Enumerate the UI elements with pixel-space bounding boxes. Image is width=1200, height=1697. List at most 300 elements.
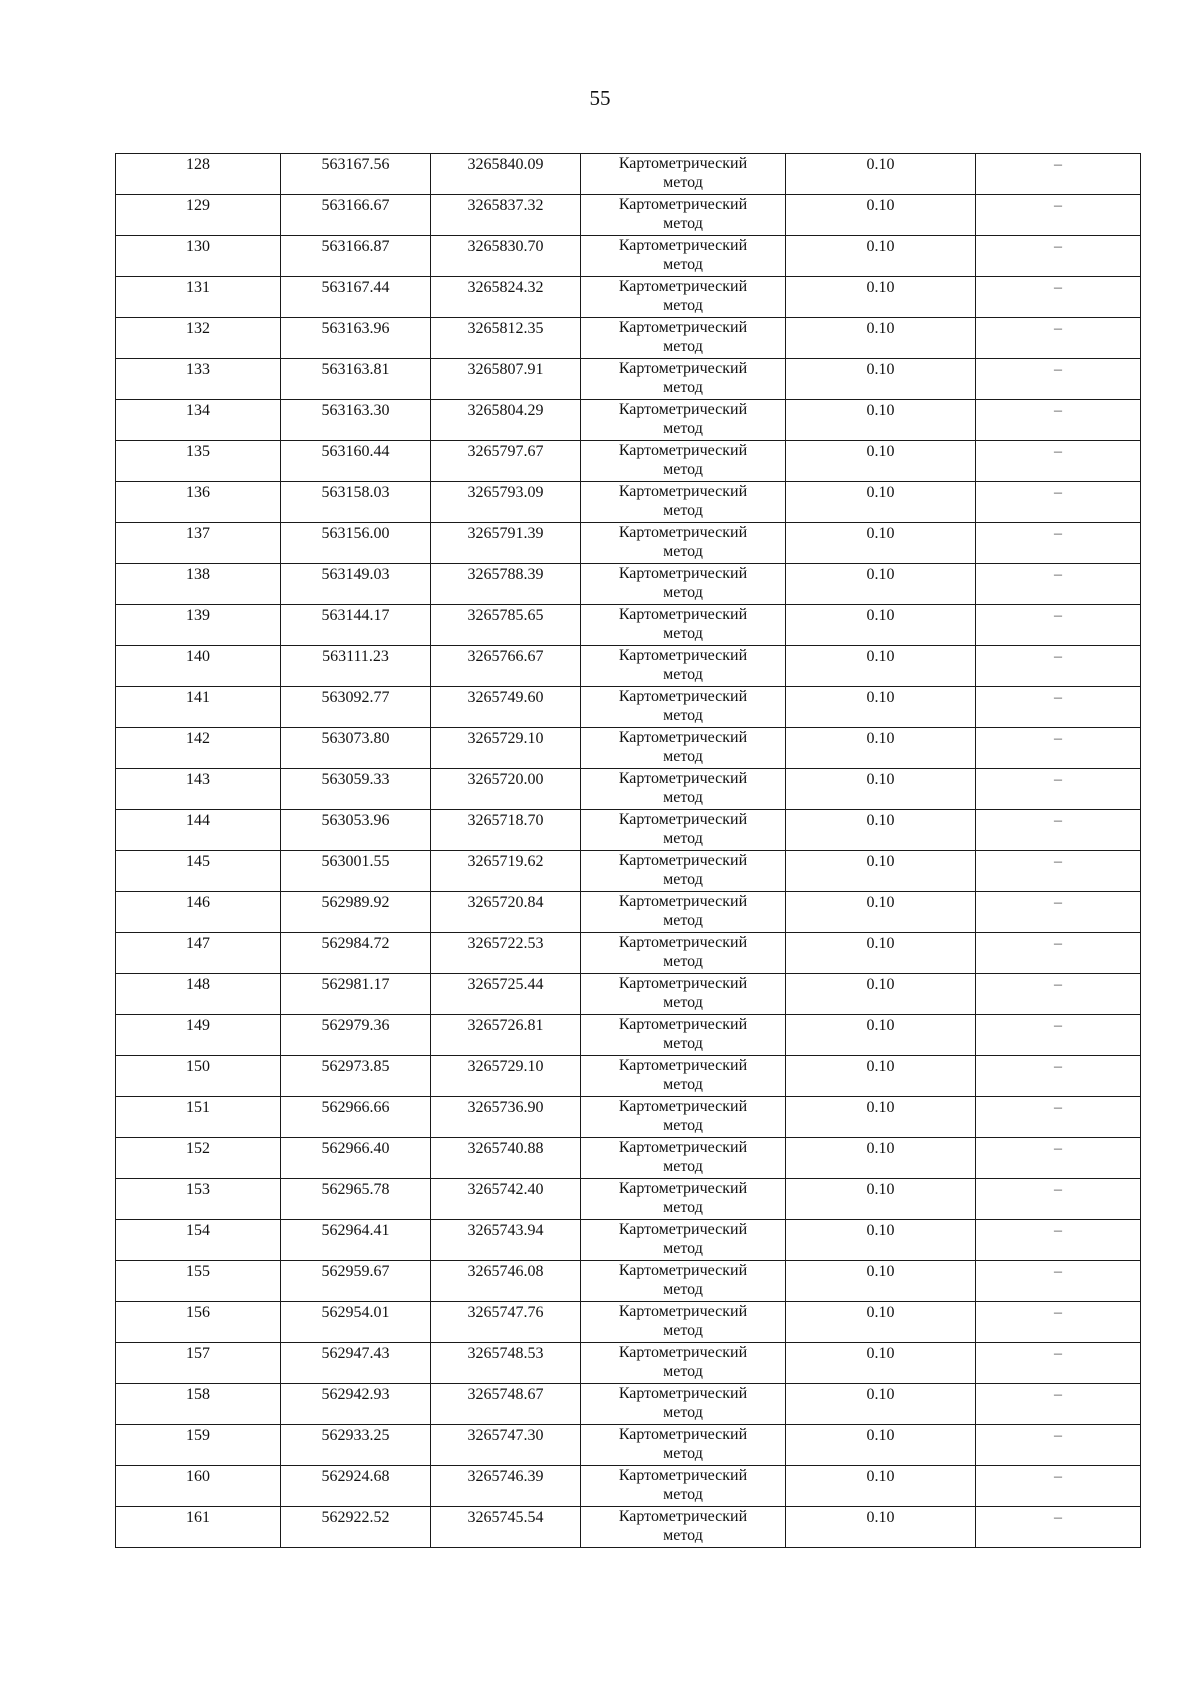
x-coordinate-cell: 563166.87 [281, 236, 431, 277]
method-line-1: Картометрический [618, 688, 748, 705]
y-coordinate-cell: 3265788.39 [431, 564, 581, 605]
x-coordinate-cell: 563053.96 [281, 810, 431, 851]
x-coordinate-cell: 563073.80 [281, 728, 431, 769]
table-row [116, 359, 1141, 400]
table-row [116, 1220, 1141, 1261]
method-line-1: Картометрический [618, 1098, 748, 1115]
accuracy-cell: 0.10 [786, 1015, 976, 1056]
method-line-2: метод [663, 1076, 703, 1093]
method-line-1: Картометрический [618, 1385, 748, 1402]
point-number-cell: 159 [116, 1425, 281, 1466]
method-line-1: Картометрический [618, 606, 748, 623]
method-cell [581, 236, 786, 277]
y-coordinate-cell: 3265722.53 [431, 933, 581, 974]
note-cell: – [976, 646, 1141, 687]
point-number-cell: 135 [116, 441, 281, 482]
method-line-2: метод [663, 748, 703, 765]
method-line-2: метод [663, 1158, 703, 1175]
x-coordinate-cell: 563167.56 [281, 154, 431, 195]
accuracy-cell: 0.10 [786, 482, 976, 523]
accuracy-cell: 0.10 [786, 441, 976, 482]
note-cell: – [976, 277, 1141, 318]
table-row [116, 974, 1141, 1015]
accuracy-cell: 0.10 [786, 1220, 976, 1261]
x-coordinate-cell: 563163.81 [281, 359, 431, 400]
method-line-2: метод [663, 1486, 703, 1503]
y-coordinate-cell: 3265740.88 [431, 1138, 581, 1179]
table-row [116, 318, 1141, 359]
point-number-cell: 132 [116, 318, 281, 359]
accuracy-cell: 0.10 [786, 1097, 976, 1138]
method-line-1: Картометрический [618, 360, 748, 377]
accuracy-cell: 0.10 [786, 1384, 976, 1425]
accuracy-cell: 0.10 [786, 523, 976, 564]
method-cell [581, 1343, 786, 1384]
note-cell: – [976, 1343, 1141, 1384]
method-line-2: метод [663, 830, 703, 847]
note-cell: – [976, 933, 1141, 974]
y-coordinate-cell: 3265747.76 [431, 1302, 581, 1343]
accuracy-cell: 0.10 [786, 892, 976, 933]
x-coordinate-cell: 562959.67 [281, 1261, 431, 1302]
y-coordinate-cell: 3265725.44 [431, 974, 581, 1015]
y-coordinate-cell: 3265793.09 [431, 482, 581, 523]
note-cell: – [976, 1179, 1141, 1220]
x-coordinate-cell: 563163.96 [281, 318, 431, 359]
note-cell: – [976, 974, 1141, 1015]
table-row [116, 851, 1141, 892]
accuracy-cell: 0.10 [786, 1343, 976, 1384]
method-cell [581, 482, 786, 523]
accuracy-cell: 0.10 [786, 400, 976, 441]
point-number-cell: 137 [116, 523, 281, 564]
method-cell [581, 277, 786, 318]
method-line-2: метод [663, 174, 703, 191]
y-coordinate-cell: 3265736.90 [431, 1097, 581, 1138]
point-number-cell: 129 [116, 195, 281, 236]
method-cell [581, 892, 786, 933]
point-number-cell: 130 [116, 236, 281, 277]
point-number-cell: 157 [116, 1343, 281, 1384]
x-coordinate-cell: 562973.85 [281, 1056, 431, 1097]
method-line-1: Картометрический [618, 852, 748, 869]
method-cell [581, 195, 786, 236]
accuracy-cell: 0.10 [786, 1179, 976, 1220]
point-number-cell: 144 [116, 810, 281, 851]
y-coordinate-cell: 3265797.67 [431, 441, 581, 482]
table-row [116, 1466, 1141, 1507]
y-coordinate-cell: 3265747.30 [431, 1425, 581, 1466]
accuracy-cell: 0.10 [786, 769, 976, 810]
table-row [116, 1138, 1141, 1179]
method-line-2: метод [663, 461, 703, 478]
y-coordinate-cell: 3265824.32 [431, 277, 581, 318]
y-coordinate-cell: 3265718.70 [431, 810, 581, 851]
point-number-cell: 160 [116, 1466, 281, 1507]
y-coordinate-cell: 3265729.10 [431, 1056, 581, 1097]
method-line-1: Картометрический [618, 1508, 748, 1525]
table-row [116, 441, 1141, 482]
point-number-cell: 140 [116, 646, 281, 687]
y-coordinate-cell: 3265748.67 [431, 1384, 581, 1425]
table-row [116, 1343, 1141, 1384]
method-line-2: метод [663, 1445, 703, 1462]
method-line-2: метод [663, 1281, 703, 1298]
note-cell: – [976, 482, 1141, 523]
point-number-cell: 133 [116, 359, 281, 400]
x-coordinate-cell: 563156.00 [281, 523, 431, 564]
method-line-1: Картометрический [618, 237, 748, 254]
accuracy-cell: 0.10 [786, 1466, 976, 1507]
note-cell: – [976, 1220, 1141, 1261]
note-cell: – [976, 400, 1141, 441]
table-row [116, 564, 1141, 605]
table-row [116, 1056, 1141, 1097]
method-cell [581, 1507, 786, 1548]
accuracy-cell: 0.10 [786, 1056, 976, 1097]
method-cell [581, 687, 786, 728]
method-cell [581, 728, 786, 769]
point-number-cell: 149 [116, 1015, 281, 1056]
method-line-1: Картометрический [618, 1262, 748, 1279]
point-number-cell: 142 [116, 728, 281, 769]
accuracy-cell: 0.10 [786, 974, 976, 1015]
note-cell: – [976, 1302, 1141, 1343]
method-line-2: метод [663, 297, 703, 314]
x-coordinate-cell: 562964.41 [281, 1220, 431, 1261]
y-coordinate-cell: 3265748.53 [431, 1343, 581, 1384]
method-line-1: Картометрический [618, 1016, 748, 1033]
note-cell: – [976, 523, 1141, 564]
method-cell [581, 359, 786, 400]
x-coordinate-cell: 562979.36 [281, 1015, 431, 1056]
x-coordinate-cell: 563111.23 [281, 646, 431, 687]
accuracy-cell: 0.10 [786, 1302, 976, 1343]
point-number-cell: 148 [116, 974, 281, 1015]
table-row [116, 810, 1141, 851]
method-line-1: Картометрический [618, 811, 748, 828]
method-cell [581, 318, 786, 359]
y-coordinate-cell: 3265804.29 [431, 400, 581, 441]
method-cell [581, 769, 786, 810]
method-cell [581, 154, 786, 195]
y-coordinate-cell: 3265791.39 [431, 523, 581, 564]
note-cell: – [976, 892, 1141, 933]
method-line-2: метод [663, 379, 703, 396]
method-cell [581, 441, 786, 482]
point-number-cell: 134 [116, 400, 281, 441]
table-row [116, 1179, 1141, 1220]
method-line-2: метод [663, 1363, 703, 1380]
accuracy-cell: 0.10 [786, 728, 976, 769]
method-line-2: метод [663, 707, 703, 724]
method-line-2: метод [663, 256, 703, 273]
method-line-2: метод [663, 994, 703, 1011]
y-coordinate-cell: 3265812.35 [431, 318, 581, 359]
table-row [116, 687, 1141, 728]
method-line-2: метод [663, 666, 703, 683]
note-cell: – [976, 1097, 1141, 1138]
method-line-1: Картометрический [618, 1057, 748, 1074]
point-number-cell: 152 [116, 1138, 281, 1179]
method-line-2: метод [663, 953, 703, 970]
accuracy-cell: 0.10 [786, 605, 976, 646]
method-cell [581, 1425, 786, 1466]
x-coordinate-cell: 562984.72 [281, 933, 431, 974]
x-coordinate-cell: 563144.17 [281, 605, 431, 646]
y-coordinate-cell: 3265720.00 [431, 769, 581, 810]
table-row [116, 277, 1141, 318]
y-coordinate-cell: 3265726.81 [431, 1015, 581, 1056]
x-coordinate-cell: 563167.44 [281, 277, 431, 318]
method-line-1: Картометрический [618, 647, 748, 664]
table-row [116, 1384, 1141, 1425]
note-cell: – [976, 359, 1141, 400]
method-line-1: Картометрический [618, 524, 748, 541]
accuracy-cell: 0.10 [786, 851, 976, 892]
method-cell [581, 933, 786, 974]
point-number-cell: 145 [116, 851, 281, 892]
table-row [116, 1015, 1141, 1056]
method-line-2: метод [663, 502, 703, 519]
note-cell: – [976, 810, 1141, 851]
x-coordinate-cell: 562933.25 [281, 1425, 431, 1466]
method-line-1: Картометрический [618, 278, 748, 295]
method-line-1: Картометрический [618, 1303, 748, 1320]
point-number-cell: 138 [116, 564, 281, 605]
point-number-cell: 147 [116, 933, 281, 974]
x-coordinate-cell: 562942.93 [281, 1384, 431, 1425]
point-number-cell: 153 [116, 1179, 281, 1220]
method-cell [581, 1302, 786, 1343]
y-coordinate-cell: 3265729.10 [431, 728, 581, 769]
x-coordinate-cell: 562922.52 [281, 1507, 431, 1548]
method-line-1: Картометрический [618, 1221, 748, 1238]
accuracy-cell: 0.10 [786, 1138, 976, 1179]
accuracy-cell: 0.10 [786, 236, 976, 277]
accuracy-cell: 0.10 [786, 646, 976, 687]
point-number-cell: 143 [116, 769, 281, 810]
table-row [116, 892, 1141, 933]
method-line-1: Картометрический [618, 1467, 748, 1484]
table-row [116, 1097, 1141, 1138]
accuracy-cell: 0.10 [786, 687, 976, 728]
point-number-cell: 141 [116, 687, 281, 728]
method-cell [581, 810, 786, 851]
method-line-2: метод [663, 1322, 703, 1339]
y-coordinate-cell: 3265766.67 [431, 646, 581, 687]
method-line-1: Картометрический [618, 565, 748, 582]
table-row [116, 195, 1141, 236]
note-cell: – [976, 1507, 1141, 1548]
method-line-2: метод [663, 625, 703, 642]
x-coordinate-cell: 562924.68 [281, 1466, 431, 1507]
method-cell [581, 851, 786, 892]
table-row [116, 1302, 1141, 1343]
note-cell: – [976, 769, 1141, 810]
method-line-2: метод [663, 1404, 703, 1421]
y-coordinate-cell: 3265840.09 [431, 154, 581, 195]
note-cell: – [976, 195, 1141, 236]
accuracy-cell: 0.10 [786, 195, 976, 236]
note-cell: – [976, 687, 1141, 728]
method-line-2: метод [663, 215, 703, 232]
method-line-2: метод [663, 338, 703, 355]
point-number-cell: 128 [116, 154, 281, 195]
y-coordinate-cell: 3265745.54 [431, 1507, 581, 1548]
accuracy-cell: 0.10 [786, 1507, 976, 1548]
note-cell: – [976, 1466, 1141, 1507]
method-cell [581, 1097, 786, 1138]
method-cell [581, 1220, 786, 1261]
method-line-2: метод [663, 1527, 703, 1544]
note-cell: – [976, 605, 1141, 646]
point-number-cell: 154 [116, 1220, 281, 1261]
coordinates-table [115, 153, 1141, 1548]
x-coordinate-cell: 562981.17 [281, 974, 431, 1015]
note-cell: – [976, 1015, 1141, 1056]
point-number-cell: 151 [116, 1097, 281, 1138]
note-cell: – [976, 1384, 1141, 1425]
note-cell: – [976, 441, 1141, 482]
method-line-1: Картометрический [618, 729, 748, 746]
table-row [116, 523, 1141, 564]
x-coordinate-cell: 563092.77 [281, 687, 431, 728]
x-coordinate-cell: 562966.66 [281, 1097, 431, 1138]
method-cell [581, 564, 786, 605]
table-row [116, 728, 1141, 769]
method-line-2: метод [663, 1117, 703, 1134]
accuracy-cell: 0.10 [786, 1261, 976, 1302]
note-cell: – [976, 1425, 1141, 1466]
method-cell [581, 646, 786, 687]
table-body [116, 154, 1141, 1548]
method-line-1: Картометрический [618, 893, 748, 910]
accuracy-cell: 0.10 [786, 564, 976, 605]
y-coordinate-cell: 3265830.70 [431, 236, 581, 277]
note-cell: – [976, 564, 1141, 605]
method-line-1: Картометрический [618, 1180, 748, 1197]
point-number-cell: 155 [116, 1261, 281, 1302]
point-number-cell: 158 [116, 1384, 281, 1425]
x-coordinate-cell: 562965.78 [281, 1179, 431, 1220]
table-row [116, 400, 1141, 441]
method-cell [581, 1179, 786, 1220]
method-line-2: метод [663, 871, 703, 888]
method-line-2: метод [663, 1199, 703, 1216]
y-coordinate-cell: 3265720.84 [431, 892, 581, 933]
method-cell [581, 1466, 786, 1507]
table-row [116, 933, 1141, 974]
method-line-1: Картометрический [618, 1426, 748, 1443]
x-coordinate-cell: 563158.03 [281, 482, 431, 523]
accuracy-cell: 0.10 [786, 318, 976, 359]
note-cell: – [976, 318, 1141, 359]
x-coordinate-cell: 563160.44 [281, 441, 431, 482]
method-line-1: Картометрический [618, 319, 748, 336]
method-line-2: метод [663, 789, 703, 806]
method-line-1: Картометрический [618, 155, 748, 172]
accuracy-cell: 0.10 [786, 277, 976, 318]
x-coordinate-cell: 563166.67 [281, 195, 431, 236]
table-row [116, 482, 1141, 523]
table-row [116, 154, 1141, 195]
point-number-cell: 131 [116, 277, 281, 318]
y-coordinate-cell: 3265785.65 [431, 605, 581, 646]
point-number-cell: 146 [116, 892, 281, 933]
point-number-cell: 161 [116, 1507, 281, 1548]
point-number-cell: 150 [116, 1056, 281, 1097]
method-line-1: Картометрический [618, 1344, 748, 1361]
method-line-2: метод [663, 543, 703, 560]
y-coordinate-cell: 3265807.91 [431, 359, 581, 400]
note-cell: – [976, 1056, 1141, 1097]
method-line-2: метод [663, 912, 703, 929]
method-line-1: Картометрический [618, 442, 748, 459]
note-cell: – [976, 1138, 1141, 1179]
x-coordinate-cell: 562954.01 [281, 1302, 431, 1343]
method-line-1: Картометрический [618, 196, 748, 213]
note-cell: – [976, 1261, 1141, 1302]
method-cell [581, 523, 786, 564]
method-line-2: метод [663, 1035, 703, 1052]
y-coordinate-cell: 3265749.60 [431, 687, 581, 728]
y-coordinate-cell: 3265746.39 [431, 1466, 581, 1507]
table-row [116, 1261, 1141, 1302]
method-line-1: Картометрический [618, 770, 748, 787]
method-line-1: Картометрический [618, 934, 748, 951]
point-number-cell: 156 [116, 1302, 281, 1343]
method-cell [581, 605, 786, 646]
method-line-1: Картометрический [618, 975, 748, 992]
table-row [116, 646, 1141, 687]
method-cell [581, 400, 786, 441]
y-coordinate-cell: 3265742.40 [431, 1179, 581, 1220]
table-row [116, 1425, 1141, 1466]
x-coordinate-cell: 562947.43 [281, 1343, 431, 1384]
method-line-1: Картометрический [618, 401, 748, 418]
x-coordinate-cell: 563059.33 [281, 769, 431, 810]
method-line-2: метод [663, 1240, 703, 1257]
x-coordinate-cell: 562966.40 [281, 1138, 431, 1179]
y-coordinate-cell: 3265837.32 [431, 195, 581, 236]
method-line-2: метод [663, 584, 703, 601]
point-number-cell: 139 [116, 605, 281, 646]
accuracy-cell: 0.10 [786, 359, 976, 400]
note-cell: – [976, 728, 1141, 769]
y-coordinate-cell: 3265743.94 [431, 1220, 581, 1261]
method-cell [581, 1056, 786, 1097]
accuracy-cell: 0.10 [786, 154, 976, 195]
x-coordinate-cell: 563163.30 [281, 400, 431, 441]
point-number-cell: 136 [116, 482, 281, 523]
accuracy-cell: 0.10 [786, 933, 976, 974]
accuracy-cell: 0.10 [786, 1425, 976, 1466]
table-row [116, 1507, 1141, 1548]
note-cell: – [976, 236, 1141, 277]
method-cell [581, 974, 786, 1015]
method-line-1: Картометрический [618, 483, 748, 500]
method-line-2: метод [663, 420, 703, 437]
table-row [116, 769, 1141, 810]
x-coordinate-cell: 563001.55 [281, 851, 431, 892]
page-number: 55 [589, 86, 611, 110]
note-cell: – [976, 154, 1141, 195]
note-cell: – [976, 851, 1141, 892]
table-row [116, 236, 1141, 277]
y-coordinate-cell: 3265719.62 [431, 851, 581, 892]
x-coordinate-cell: 562989.92 [281, 892, 431, 933]
